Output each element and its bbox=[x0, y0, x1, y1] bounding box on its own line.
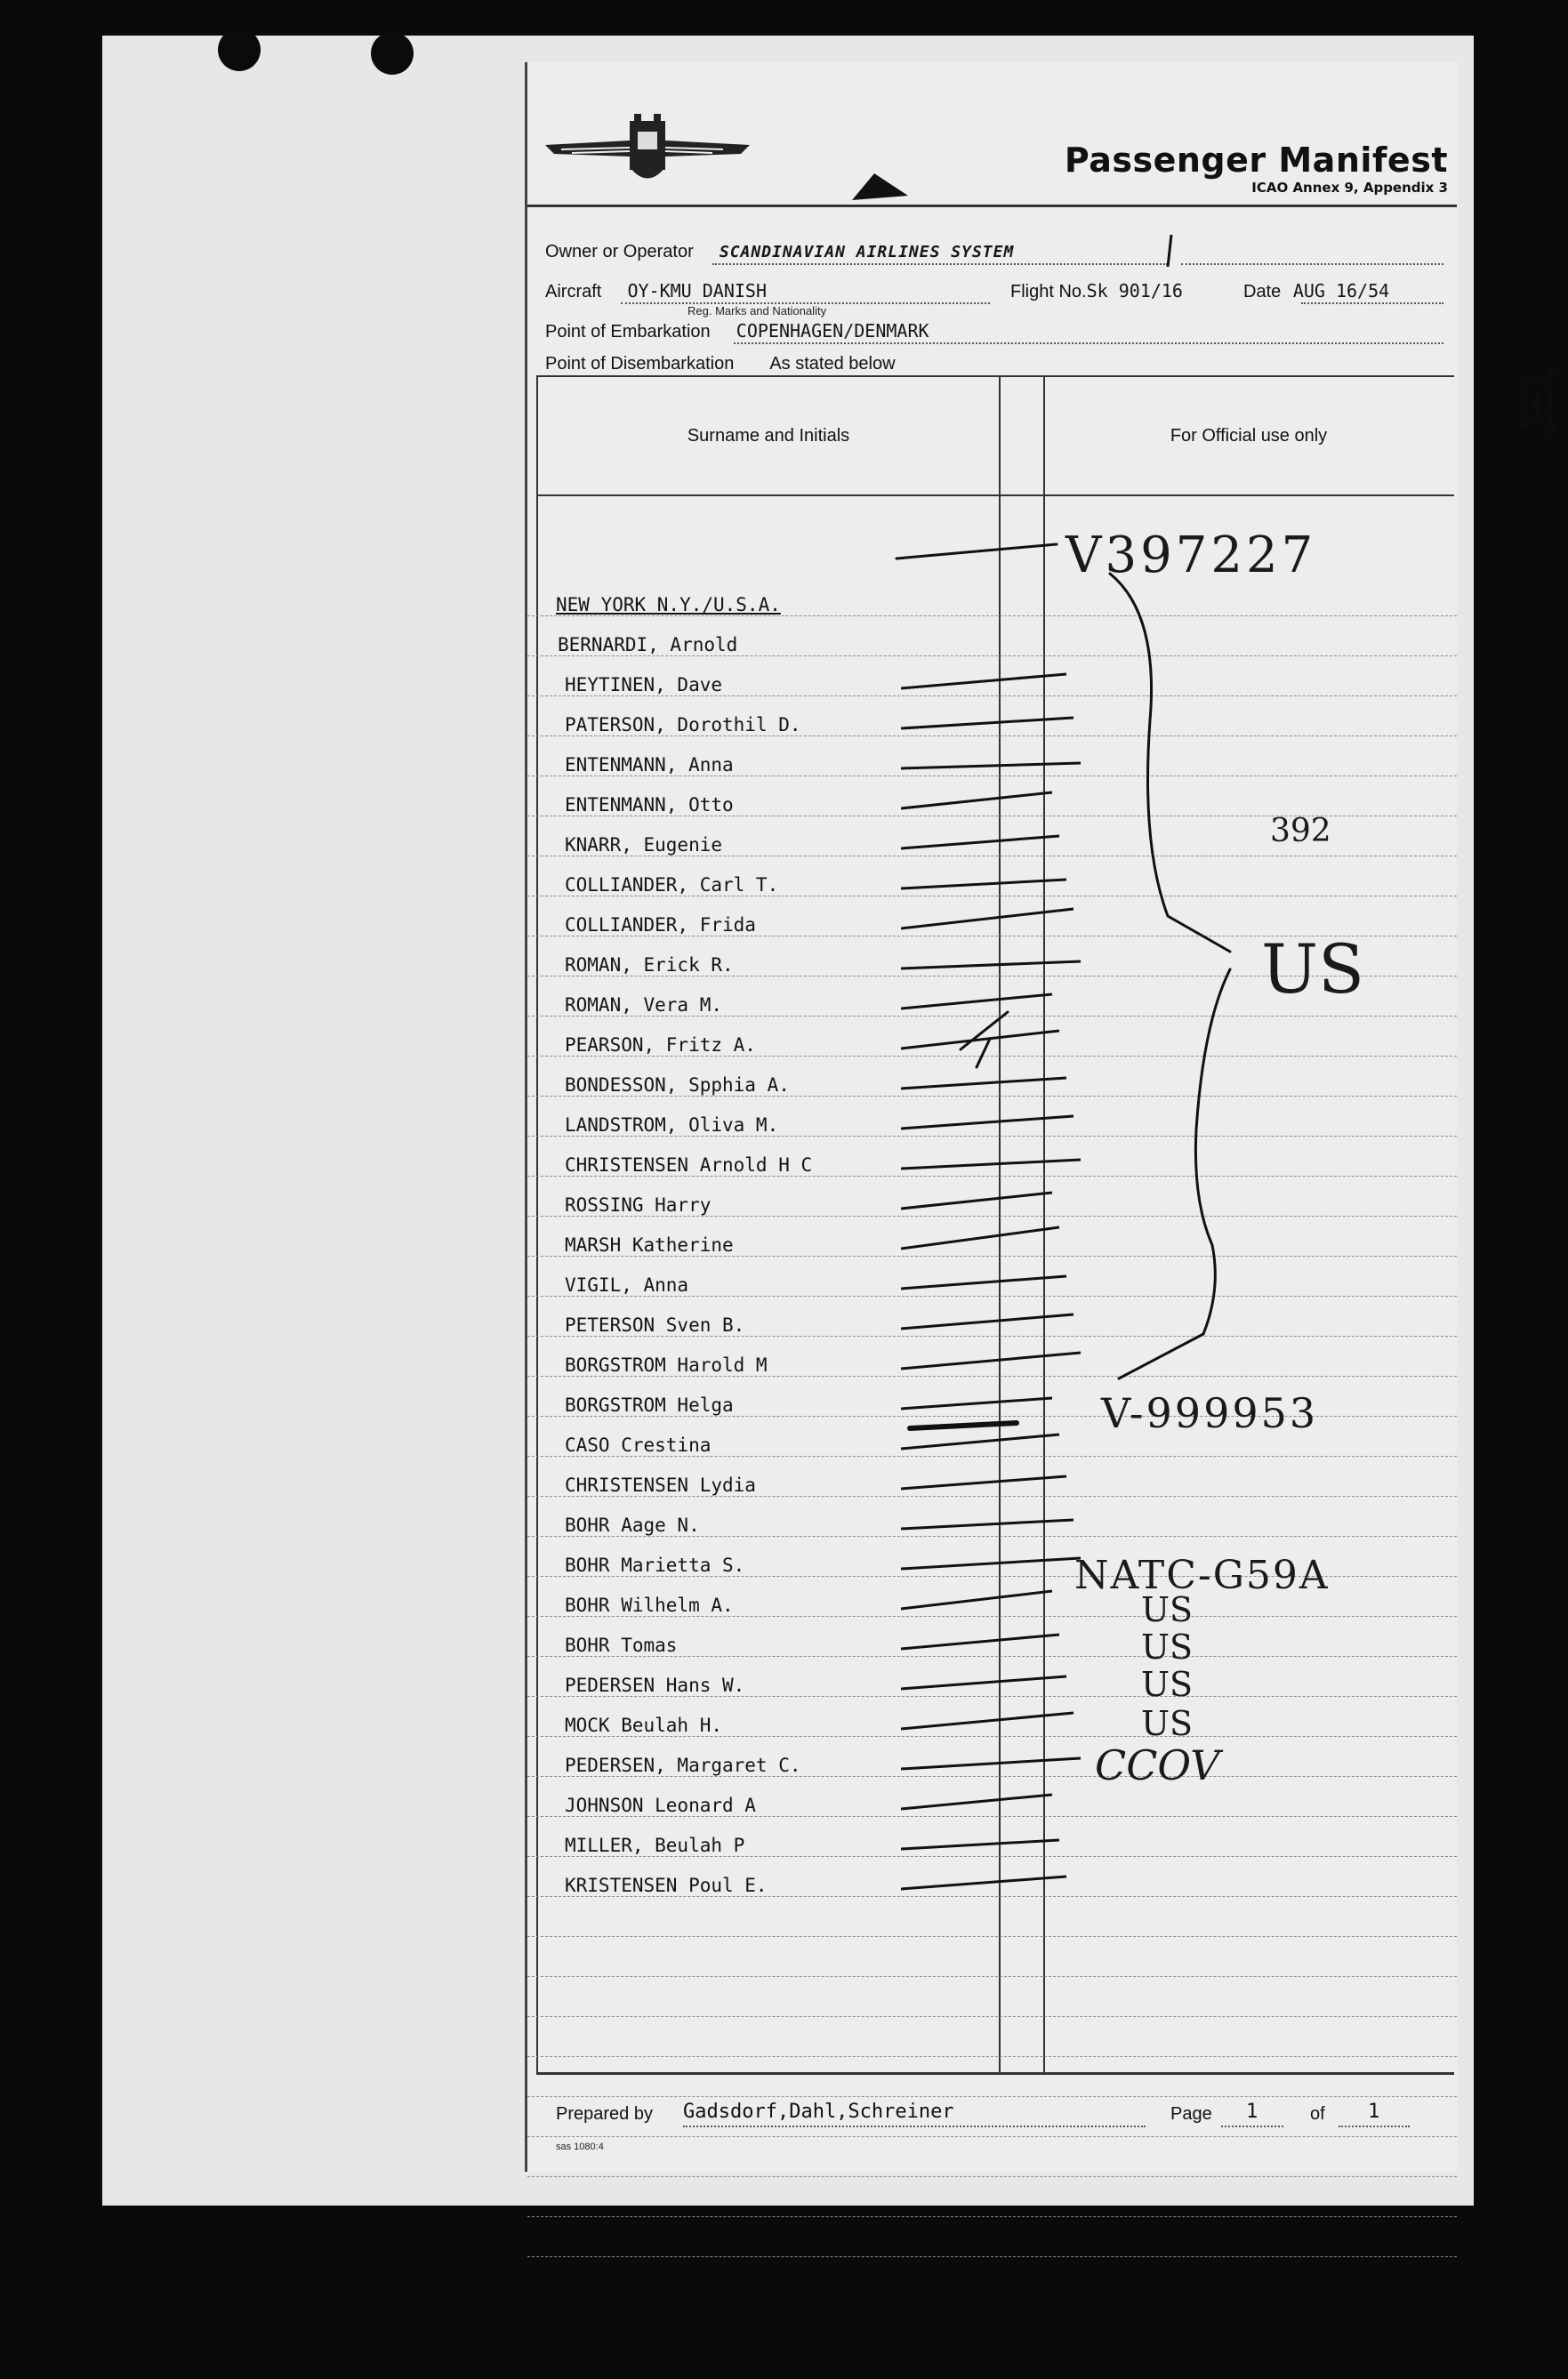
passenger-name: BOHR Marietta S. bbox=[565, 1555, 745, 1576]
page-label: Page bbox=[1170, 2104, 1212, 2124]
passenger-name: MOCK Beulah H. bbox=[565, 1715, 723, 1736]
passenger-name: ENTENMANN, Anna bbox=[565, 754, 734, 776]
handwritten-visa-number: V397227 bbox=[1065, 526, 1317, 584]
passenger-name: BOHR Wilhelm A. bbox=[565, 1595, 734, 1616]
page-number: 1 bbox=[1246, 2101, 1258, 2123]
passenger-name: PATERSON, Dorothil D. bbox=[565, 714, 801, 735]
passenger-name: BORGSTROM Harold M bbox=[565, 1354, 768, 1376]
date-value: AUG 16/54 bbox=[1292, 280, 1390, 301]
embarkation-label: Point of Embarkation bbox=[545, 322, 711, 342]
passenger-name: BERNARDI, Arnold bbox=[558, 634, 738, 655]
owner-label: Owner or Operator bbox=[545, 242, 694, 261]
passenger-name: KNARR, Eugenie bbox=[565, 834, 723, 856]
aircraft-label: Aircraft bbox=[545, 282, 602, 301]
passenger-name: BORGSTROM Helga bbox=[565, 1394, 734, 1416]
disembarkation-value: As stated below bbox=[769, 354, 896, 374]
handwritten-us: US bbox=[1141, 1704, 1194, 1743]
flight-label: Flight No. bbox=[1010, 282, 1087, 301]
passenger-manifest-form bbox=[525, 62, 1556, 2172]
passenger-name: ROMAN, Erick R. bbox=[565, 954, 734, 976]
owner-use-column-header: For use by Owner or Operator only bbox=[1517, 365, 1556, 436]
passenger-name: CHRISTENSEN Arnold H C bbox=[565, 1154, 813, 1176]
passenger-name: MILLER, Beulah P bbox=[565, 1835, 745, 1856]
passenger-name: JOHNSON Leonard A bbox=[565, 1795, 756, 1816]
passenger-name: BOHR Aage N. bbox=[565, 1515, 700, 1536]
handwritten-us: US bbox=[1141, 1665, 1194, 1704]
prepared-dotline bbox=[683, 2126, 1146, 2127]
passenger-name: PEDERSEN Hans W. bbox=[565, 1675, 745, 1696]
passenger-name: LANDSTROM, Oliva M. bbox=[565, 1114, 779, 1136]
passenger-name: COLLIANDER, Carl T. bbox=[565, 874, 779, 896]
passenger-name: ROMAN, Vera M. bbox=[565, 994, 723, 1016]
flight-value: Sk 901/16 bbox=[1086, 280, 1183, 301]
passenger-name: KRISTENSEN Poul E. bbox=[565, 1875, 768, 1896]
blank-row bbox=[527, 2217, 1457, 2257]
passenger-name: CASO Crestina bbox=[565, 1435, 712, 1456]
handwritten-visa-number-2: V-999953 bbox=[1101, 1389, 1319, 1437]
handwritten-us-large: US bbox=[1261, 929, 1365, 1009]
passenger-name: BOHR Tomas bbox=[565, 1635, 678, 1656]
passenger-name: MARSH Katherine bbox=[565, 1234, 734, 1256]
passenger-name: PEARSON, Fritz A. bbox=[565, 1034, 756, 1056]
date-label: Date bbox=[1243, 282, 1282, 301]
of-label: of bbox=[1310, 2104, 1325, 2124]
owner-value: SCANDINAVIAN AIRLINES SYSTEM bbox=[719, 243, 1015, 261]
passenger-name: CHRISTENSEN Lydia bbox=[565, 1475, 756, 1496]
aircraft-value: OY-KMU DANISH bbox=[627, 280, 768, 301]
disembarkation-label: Point of Disembarkation bbox=[545, 354, 735, 374]
handwritten-ccov: CCOV bbox=[1095, 1741, 1220, 1789]
punch-hole bbox=[371, 32, 414, 75]
punch-hole bbox=[218, 28, 261, 71]
reg-caption: Reg. Marks and Nationality bbox=[688, 304, 827, 317]
page-dotline bbox=[1221, 2126, 1283, 2127]
official-use-column-header: For Official use only bbox=[1170, 425, 1328, 446]
destination-label: NEW YORK N.Y./U.S.A. bbox=[556, 594, 781, 615]
passenger-name: ROSSING Harry bbox=[565, 1194, 712, 1216]
passenger-name: BONDESSON, Spphia A. bbox=[565, 1074, 790, 1096]
stamped-number-392: 392 bbox=[1270, 813, 1331, 849]
passenger-name: COLLIANDER, Frida bbox=[565, 914, 756, 936]
handwritten-strokes bbox=[527, 62, 1457, 2172]
handwritten-us: US bbox=[1141, 1590, 1194, 1629]
passenger-name: PETERSON Sven B. bbox=[565, 1314, 745, 1336]
prepared-by-label: Prepared by bbox=[556, 2104, 653, 2124]
of-dotline bbox=[1339, 2126, 1410, 2127]
embarkation-value: COPENHAGEN/DENMARK bbox=[736, 320, 929, 342]
form-footer bbox=[527, 2072, 1457, 2172]
surname-column-header: Surname and Initials bbox=[687, 425, 850, 446]
handwritten-us: US bbox=[1141, 1628, 1194, 1667]
passenger-name: VIGIL, Anna bbox=[565, 1274, 689, 1296]
page-total: 1 bbox=[1368, 2101, 1380, 2123]
form-title: Passenger Manifest bbox=[1064, 141, 1448, 180]
form-subtitle: ICAO Annex 9, Appendix 3 bbox=[1251, 180, 1448, 196]
passenger-name: HEYTINEN, Dave bbox=[565, 674, 723, 695]
passenger-name: ENTENMANN, Otto bbox=[565, 794, 734, 816]
handwritten-natc-code: NATC-G59A bbox=[1074, 1553, 1330, 1598]
passenger-name: PEDERSEN, Margaret C. bbox=[565, 1755, 801, 1776]
blank-row bbox=[527, 2177, 1457, 2217]
prepared-by-value: Gadsdorf,Dahl,Schreiner bbox=[683, 2101, 954, 2123]
form-code: sas 1080:4 bbox=[556, 2142, 604, 2152]
